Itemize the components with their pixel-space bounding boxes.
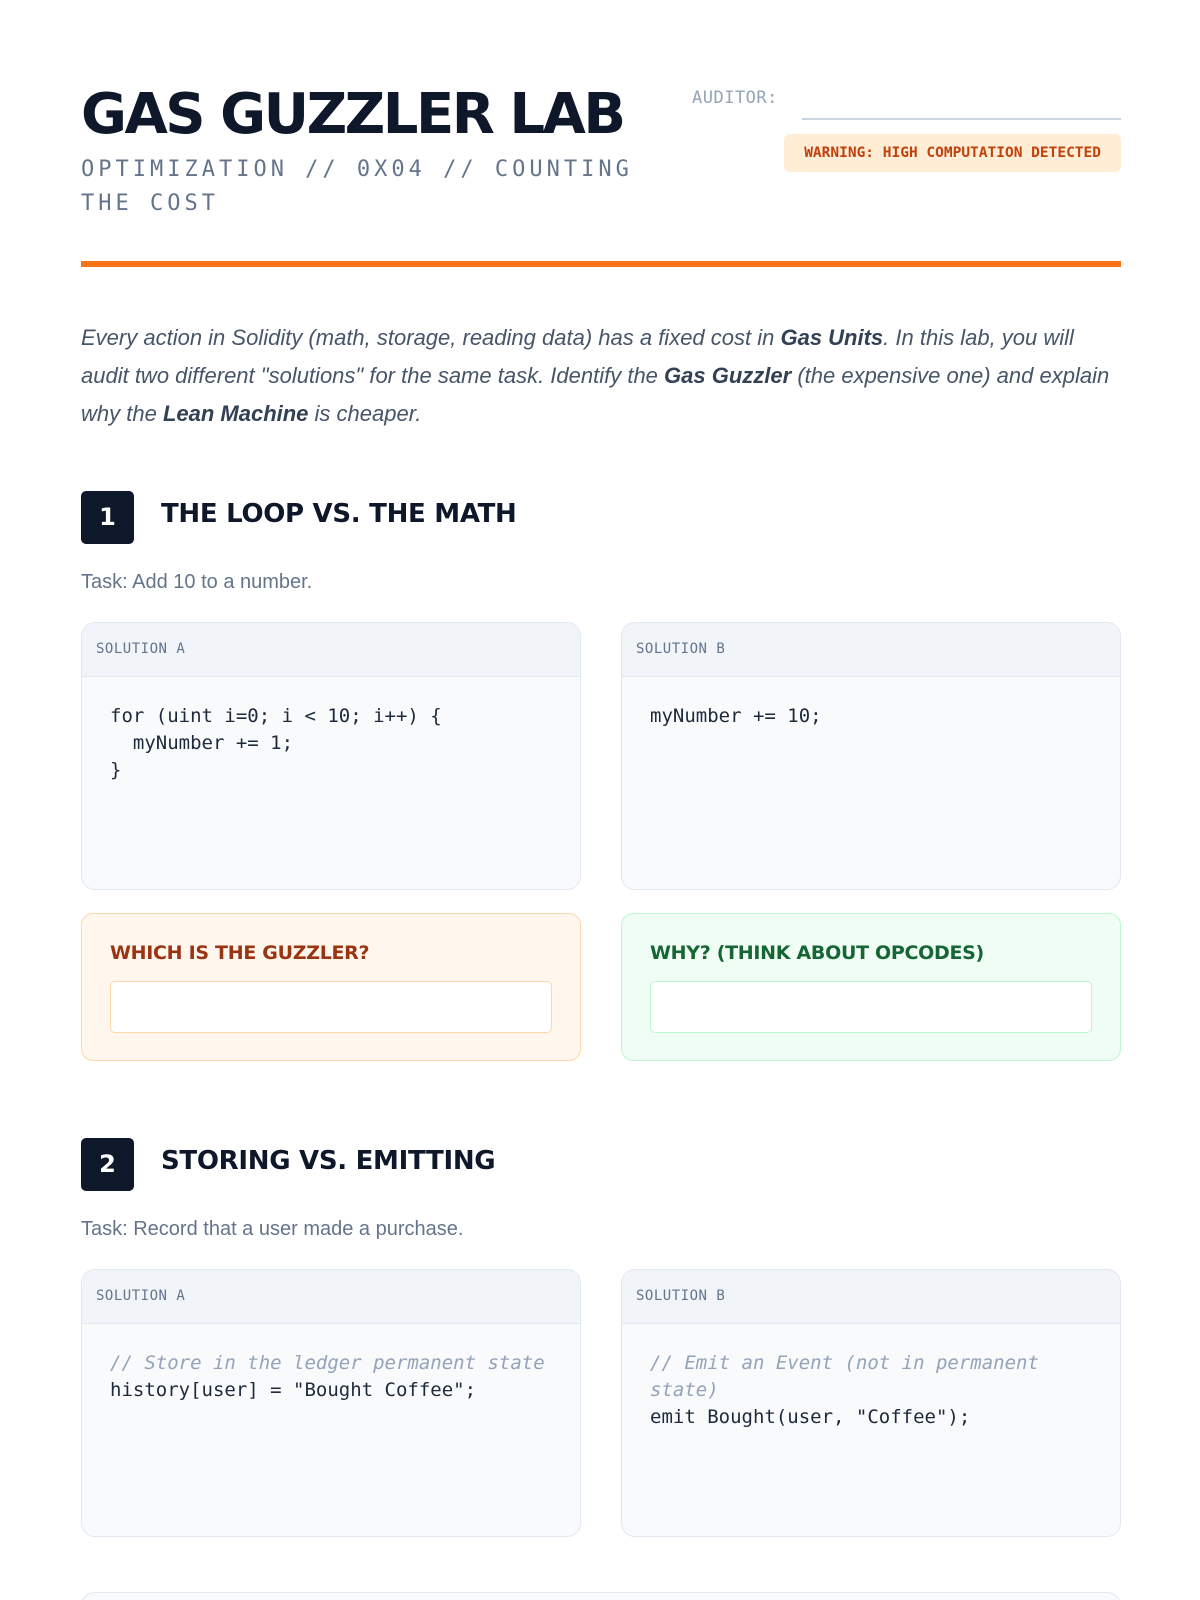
- section-task: Task: Add 10 to a number.: [81, 571, 313, 593]
- header-divider: [81, 261, 1121, 267]
- guzzler-answer-input[interactable]: [110, 981, 552, 1033]
- solution-b-code: emit Bought(user, "Coffee");: [650, 1406, 971, 1428]
- solution-a-code: for (uint i=0; i < 10; i++) { myNumber += 1; }: [110, 705, 442, 781]
- solution-a-card: [81, 622, 581, 890]
- auditor-field-group: [692, 86, 1121, 122]
- solution-b-label: SOLUTION B: [622, 623, 1120, 677]
- section-title: STORING VS. EMITTING: [161, 1146, 496, 1176]
- opcodes-answer-box: [621, 913, 1121, 1061]
- guzzler-answer-box: [81, 913, 581, 1061]
- code-comment: // Store in the ledger permanent state: [110, 1352, 545, 1374]
- solution-a-label: SOLUTION A: [82, 1270, 580, 1324]
- section-title: THE LOOP VS. THE MATH: [161, 499, 517, 529]
- intro-paragraph: [81, 319, 1121, 433]
- intro-text-2: . In this lab, you will audit two different "solutions" for the same task. Identify the: [81, 325, 1074, 388]
- intro-text-1: Every action in Solidity (math, storage, reading data) has a fixed cost in: [81, 325, 781, 350]
- code-comment: // Emit an Event (not in permanent state): [650, 1352, 1051, 1401]
- section-task: Task: Record that a user made a purchase.: [81, 1218, 464, 1240]
- answer-row: [81, 913, 1121, 1061]
- worksheet-header: [81, 0, 1121, 270]
- section-number-badge: 2: [81, 1138, 134, 1191]
- intro-term-lean-machine: Lean Machine: [162, 401, 309, 426]
- solution-b-code-block: [622, 1324, 1120, 1457]
- auditor-name-input[interactable]: [802, 86, 1121, 120]
- intro-term-gas-guzzler: Gas Guzzler: [664, 363, 792, 388]
- warning-badge: WARNING: HIGH COMPUTATION DETECTED: [784, 134, 1121, 172]
- solution-b-card: [621, 622, 1121, 890]
- intro-text-4: is cheaper.: [308, 401, 422, 426]
- opcodes-question-label: WHY? (THINK ABOUT OPCODES): [650, 942, 984, 964]
- section-storing-vs-emitting: [81, 1138, 1121, 1558]
- page-title: GAS GUZZLER LAB: [81, 82, 624, 147]
- solution-a-card: [81, 1269, 581, 1537]
- opcodes-answer-input[interactable]: [650, 981, 1092, 1033]
- solution-b-code: myNumber += 10;: [650, 705, 822, 727]
- auditor-label: AUDITOR:: [692, 88, 778, 108]
- section-number-badge: 1: [81, 491, 134, 544]
- intro-term-gas-units: Gas Units: [780, 325, 884, 350]
- section-loop-vs-math: [81, 491, 1121, 1061]
- next-card-edge: [81, 1592, 1121, 1600]
- page-subtitle: OPTIMIZATION // 0X04 // COUNTING THE COST: [81, 157, 633, 216]
- solution-a-label: SOLUTION A: [82, 623, 580, 677]
- solution-a-code-block: [82, 1324, 580, 1430]
- solution-b-label: SOLUTION B: [622, 1270, 1120, 1324]
- worksheet-page: [81, 0, 1121, 1428]
- solution-b-card: [621, 1269, 1121, 1537]
- guzzler-question-label: WHICH IS THE GUZZLER?: [110, 942, 370, 964]
- solution-a-code: history[user] = "Bought Coffee";: [110, 1379, 477, 1401]
- intro-text-3: (the expensive one) and explain why the: [81, 363, 1110, 426]
